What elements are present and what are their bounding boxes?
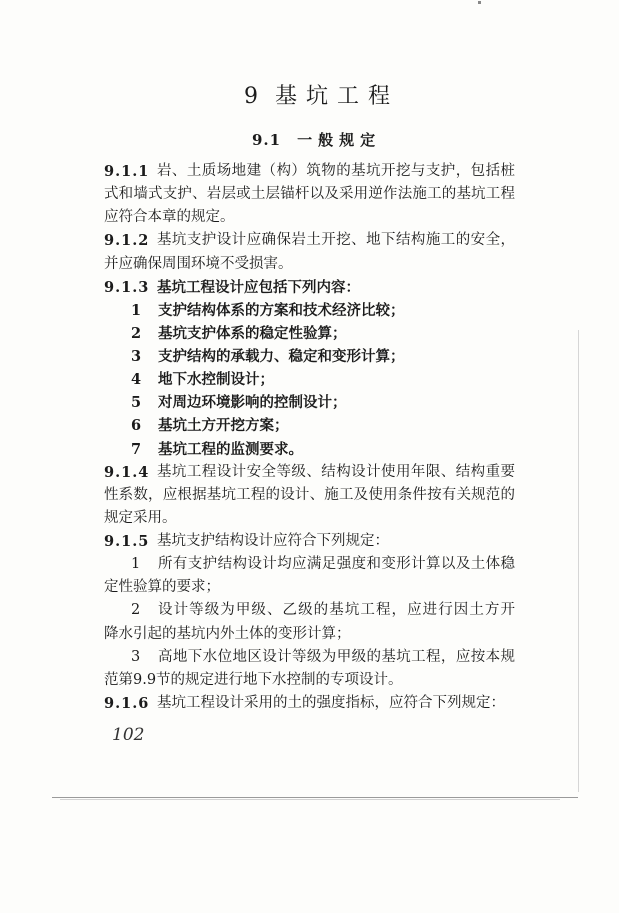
- list-item-text: 基坑工程的监测要求。: [158, 440, 303, 458]
- clause-9-1-5-line: [104, 530, 515, 553]
- list-item-number: 5: [131, 394, 142, 412]
- text-line: 规定采用。: [104, 509, 177, 526]
- list-item-text: 基坑支护体系的稳定性验算；: [158, 324, 347, 342]
- text-line: 性系数，应根据基坑工程的设计、施工及使用条件按有关规范的: [104, 486, 515, 503]
- clause-9-1-2-line: [104, 229, 515, 252]
- text-line: 基坑工程设计采用的土的强度指标，应符合下列规定：: [157, 694, 505, 711]
- text-line: 基坑工程设计应包括下列内容：: [157, 278, 360, 296]
- clause-number: 9.1.2: [104, 232, 150, 250]
- text-line-row: [104, 669, 515, 692]
- clause-number: 9.1.6: [104, 694, 150, 712]
- section-number: 9.1: [252, 131, 282, 149]
- list-item-text: 基坑土方开挖方案；: [158, 417, 289, 435]
- scan-edge-line: [578, 330, 579, 792]
- body-text: [104, 160, 515, 715]
- list-item: [104, 414, 515, 437]
- text-line: 式和墙式支护、岩层或土层锚杆以及采用逆作法施工的基坑工程: [104, 186, 515, 203]
- clause-number: 9.1.4: [104, 463, 150, 481]
- clause-number: 9.1.3: [104, 278, 150, 296]
- list-item-text: 所有支护结构设计均应满足强度和变形计算以及土体稳: [158, 556, 515, 573]
- list-item: [104, 299, 515, 322]
- scan-rule-shadow: [60, 799, 560, 800]
- list-item-number: 6: [131, 417, 142, 435]
- list-item: [104, 553, 515, 576]
- text-line-row: [104, 253, 515, 276]
- list-item: [104, 322, 515, 345]
- text-line-row: [104, 507, 515, 530]
- clause-9-1-6-line: [104, 692, 515, 715]
- list-item-text: 地下水控制设计；: [158, 371, 274, 389]
- text-line-row: [104, 183, 515, 206]
- list-item-text: 设计等级为甲级、乙级的基坑工程，应进行因土方开: [158, 602, 515, 619]
- list-item-text: 降水引起的基坑内外土体的变形计算；: [104, 625, 351, 642]
- list-item: [104, 438, 515, 461]
- clause-number: 9.1.1: [104, 163, 150, 180]
- chapter-name: 基坑工程: [275, 84, 400, 109]
- list-item: [104, 599, 515, 622]
- clause-9-1-1-line: [104, 160, 515, 183]
- text-line-row: [104, 576, 515, 599]
- text-line: 并应确保周围环境不受损害。: [104, 255, 293, 272]
- scan-speck: [478, 1, 481, 4]
- list-item: [104, 646, 515, 669]
- text-line-row: [104, 206, 515, 229]
- list-item-number: 2: [131, 602, 141, 619]
- clause-9-1-4-line: [104, 461, 515, 484]
- scan-rule-line: [52, 797, 578, 798]
- text-line: 应符合本章的规定。: [104, 209, 235, 226]
- text-line-row: [104, 623, 515, 646]
- list-item-text: 高地下水位地区设计等级为甲级的基坑工程，应按本规: [158, 648, 515, 665]
- clause-number: 9.1.5: [104, 533, 150, 550]
- list-item-text: 支护结构的承载力、稳定和变形计算；: [158, 348, 405, 365]
- list-item-number: 1: [131, 301, 142, 319]
- list-item: [104, 345, 515, 368]
- list-item: [104, 368, 515, 391]
- list-item-number: 7: [131, 440, 142, 458]
- text-line: 基坑支护设计应确保岩土开挖、地下结构施工的安全，: [157, 232, 515, 249]
- text-line-row: [104, 484, 515, 507]
- clause-9-1-3-line: [104, 276, 515, 299]
- text-line: 基坑支护结构设计应符合下列规定：: [157, 533, 389, 549]
- list-item-number: 3: [131, 648, 141, 665]
- section-name: 一般规定: [297, 131, 382, 149]
- page-number: 102: [112, 725, 145, 745]
- chapter-number: 9: [244, 84, 258, 109]
- list-item-text: 范第9.9节的规定进行地下水控制的专项设计。: [104, 671, 403, 688]
- text-line: 岩、土质场地建（构）筑物的基坑开挖与支护，包括桩: [157, 163, 515, 179]
- list-item-text: 对周边环境影响的控制设计；: [158, 394, 347, 412]
- list-item-number: 3: [131, 348, 142, 365]
- section-title: [252, 130, 381, 150]
- list-item-number: 4: [131, 371, 142, 389]
- list-item-number: 1: [131, 556, 141, 573]
- chapter-title: [244, 83, 399, 111]
- list-item-text: 支护结构体系的方案和技术经济比较；: [158, 301, 405, 319]
- list-item: [104, 391, 515, 414]
- list-item-number: 2: [131, 324, 142, 342]
- text-line: 基坑工程设计安全等级、结构设计使用年限、结构重要: [157, 463, 515, 480]
- list-item-text: 定性验算的要求；: [104, 579, 220, 596]
